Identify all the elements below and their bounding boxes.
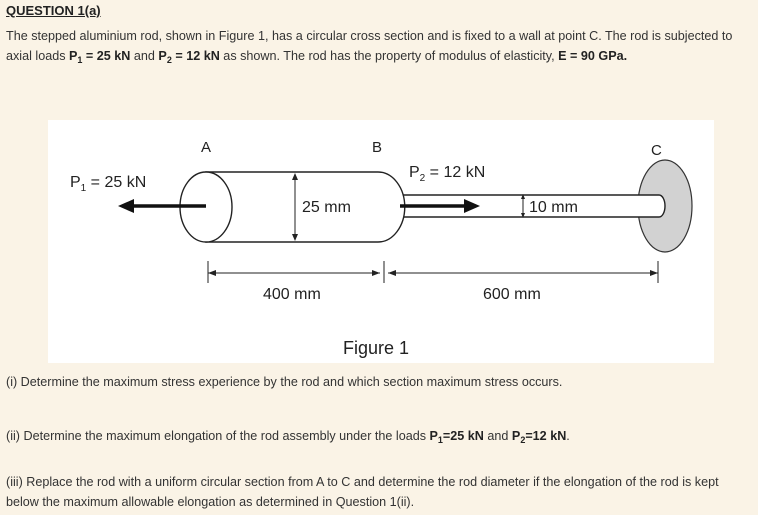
point-a-label: A [201,139,212,156]
part-iii: (iii) Replace the rod with a uniform circular section from A to C and determine the rod diameter if the elongation of the rod is kept below the maximum allowable elongation as determined in Question 1(ii). [6,475,719,509]
dia-10-label: 10 mm [529,199,578,216]
part-ii: (ii) Determine the maximum elongation of the rod assembly under the loads $P_1=25$ kN and $P_2=12$ kN. [6,429,570,445]
p2-load-label: $P_2 = 12$ kN [409,164,486,184]
p1-arrowhead [118,199,134,213]
question-intro: The stepped aluminium rod, shown in Figure 1, has a circular cross section and is fixed to a wall at point C. The rod is subjected to axial loads $P_1 = 25$ kN and $P_2 = 12$ kN as shown. The rod has the property of modulus of elasticity, E = 90 GPa. [6,29,733,65]
point-c-label: C [651,142,662,159]
figure-caption: Figure 1 [343,338,410,358]
figure-1 [48,120,714,363]
question-heading: QUESTION 1(a) [6,3,101,18]
dia-25-label: 25 mm [302,199,351,216]
len-bc-label: 600 mm [483,286,541,303]
len-ab-label: 400 mm [263,286,321,303]
point-b-label: B [372,139,383,156]
stepped-rod-diagram [48,120,714,363]
p1-load-label: $P_1 = 25$ kN [70,174,147,194]
part-i: (i) Determine the maximum stress experience by the rod and which section maximum stress occurs. [6,375,563,389]
